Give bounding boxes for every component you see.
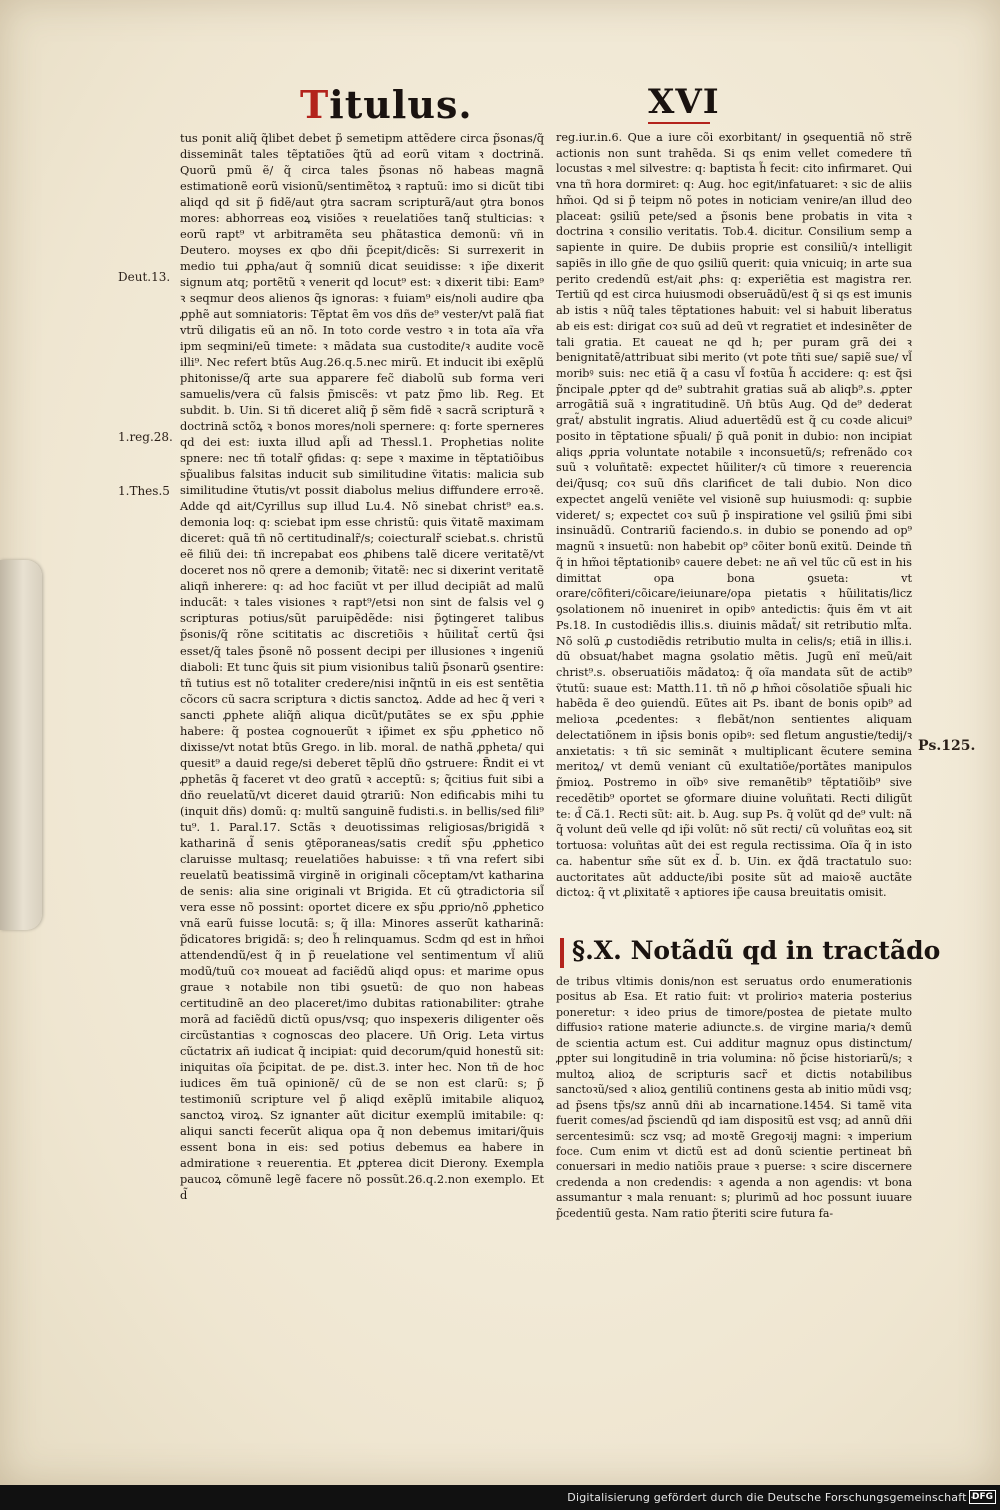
section-heading: §.X. Notãdũ qd in tractãdo [572, 936, 941, 965]
dfg-logo-icon: DFG [969, 1490, 996, 1504]
margin-note-ps: Ps.125. [918, 738, 976, 754]
right-column-text: reg.iur.in.6. Que a iure cõi exorbitant/ in ꝯsequentiã nõ strẽ actionis non sunt trahẽda. Si qs enim vellet comedere tñ locustas ꝛ mel silvestre: q: baptista h̃ fecit: cito infirmaret. Qui vna tñ hora dormiret: q: Aug. hoc egit/infatuaret: ꝛ sic de aliis hm̃oi. Qd si p̃ teipm nõ potes in noticiam venire/an illud deo placeat: ꝯsiliũ pete/sed a p̃sonis bene probatis in vita ꝛ doctrina ꝛ consilio veritatis. Tob.4. dicitur. Consilium semp a sapiente in quire. De dubiis proprie est consiliũ/ꝛ intelligit sapiẽs in illo gñe de quo ꝯsiliũ querit: quia vnicuiq; in arte sua perito credendũ est/ait ꝓhs: q: experiẽtia est magistra rer. Tertiũ qd est circa huiusmodi obseruãdũ/est q̃ si qs est imunis ab istis ꝛ nũq̃ tales tẽptationes habuit: vel si habuit liberatus ab eis est: dirigat coꝛ suũ ad deũ vt regratiet et indesinẽter de tali gratia. Et caueat ne qd h; per puram grã dei ꝛ benignitatẽ/attribuat sibi merito (vt pote tñti sue/ sapiẽ sue/ vl̃ moribꝰ suis: nec etiã q̃ a casu vl̃ foꝛtũa h̃ accidere: q: est q̃si p̃ncipale ꝓpter qd de⁹ subtrahit gratias suã ab aliqb⁹.s. ꝓpter arrogãtiã suã ꝛ ingratitudinẽ. Un̄ btũs Aug. Qd de⁹ dederat grat̃/ abstulit ingratis. Aliud aduertẽdũ est q̃ cu coꝛde alicui⁹ posito in tẽptatione sp̃uali/ p̃ quã ponit in dubio: non incipiat aliqs ꝓpria voluntate notabile ꝛ inconsuetũ/s; refrenãdo coꝛ suũ ꝛ voluñtatẽ: expectet hũiliter/ꝛ cũ timore ꝛ reuerencia dei/q̃usq; coꝛ suũ dñs clarificet de tali dubio. Non dico expectet angelũ veniẽte vel visionẽ sup huiusmodi: q: supbie videret/ s; expectet coꝛ suũ p̃ inspiratione vel ꝯsiliũ p̃mi sibi insinuãdũ. Contrariũ faciendo.s. in dubio se ponendo ad op⁹ magnũ ꝛ insuetũ: non habebit op⁹ cõiter bonũ exitũ. Deinde tñ q̃ in hm̃oi tẽptationibꝰ cauere debet: ne añ vel tũc cũ est in his dimittat opa bona ꝯsueta: vt orare/cõfiteri/cõicare/ieiunare/opa pietatis ꝛ hũilitatis/licz ꝯsolationem nõ inueniret in opibꝰ antedictis: q̃uis ẽm vt ait Ps.18. In custodiẽdis illis.s. diuinis mãdat̃/ sit retributio mlt̃a. Nõ solũ ꝓ custodiẽdis retributio multa in celis/s; etiã in illis.i. dũ obsuat/habet magna ꝯsolatio mẽtis. Jugũ enĩ meũ/ait christ⁹.s. obseruatiõis mãdatoꝝ: q̃ oĩa mandata sũt de actib⁹ ṽtutũ: suaue est: Matth.11. tñ nõ ꝓ hm̃oi cõsolatiõe sp̃uali hic habẽda ẽ deo ꝯuiendũ. Eũtes ait Ps. ibant de bonis opib⁹ ad melioꝛa ꝓcedentes: ꝛ flebãt/non sentientes aliquam delectatiõnem in ip̃sis bonis opibꝰ: sed fletum angustie/tedij/ꝛ anxietatis: ꝛ tñ sic seminãt ꝛ multiplicant ẽcutere semina meritoꝝ/ vt demũ veniant cũ exultatiõe/portãtes manipulos p̃mioꝝ. Postremo in oĩbꝰ sive remanẽtib⁹ tẽptatiõib⁹ sive recedẽtib⁹ oportet se ꝯformare diuine voluñtati. Recti diligũt te: d̃ Cã.1. Recti sũt: ait. b. Aug. sup Ps. q̃ volũt qd de⁹ vult: nã q̃ volunt deũ velle qd ip̃i volũt: nõ sũt recti/ cũ voluñtas eoꝝ sit tortuosa: voluñtas aũt dei est regula rectissima. Oĩa q̃ in isto ca. habentur sm̃e sũt ex d̃. b. Uin. ex q̃dã tractatulo suo: auctoritates aũt adducte/ibi posite sũt ad maioꝛẽ auctãte dictoꝝ: q̃ vt ꝓlixitatẽ ꝛ aptiores ip̃e causa breuitatis omisit. [556, 131, 912, 900]
margin-note-deut: Deut.13. [118, 270, 171, 284]
right-column [556, 130, 912, 901]
title-rest: itulus. [329, 82, 473, 127]
running-head-number: XVI [648, 82, 720, 122]
left-column-text: tus ponit aliq̃ q̃libet debet p̃ semetipm attẽdere circa p̃sonas/q̃ disseminãt tales tẽptatiões q̃tũ ad eorũ vitam ꝛ doctrinã. Quorũ pmũ ẽ/ q̃ circa tales p̃sonas nõ habeas magnã estimationẽ eorũ visionũ/sentimẽtoꝝ ꝛ raptuũ: imo si dicũt tibi aliqd qd sit p̃ fidẽ/aut ꝯtra sacram scripturã/aut ꝯtra bonos mores: abhorreas eoꝝ visiões ꝛ reuelatiões tanq̃ stulticias: ꝛ eorũ rapt⁹ vt arbitramẽta seu phãtastica demonũ: vñ in Deutero. moyses ex ɋbo dñi p̃cepit/dicẽs: Si surrexerit in medio tui ꝓpha/aut q̃ somniũ dicat seuidisse: ꝛ ip̃e dixerit signum atq; portẽtũ ꝛ venerit qd locut⁹ est: ꝛ dixerit tibi: Eam⁹ ꝛ seqmur deos alienos q̃s ignoras: ꝛ fuiam⁹ eis/noli audire ɋba ꝓphẽ aut somniatoris: Tẽptat ẽm vos dñs de⁹ vester/vt palã fiat vtrũ diligatis eũ an nõ. In toto corde vestro ꝛ in tota aĩa vr̃a ipm seqmini/eũ timete: ꝛ mãdata sua custodite/ꝛ audite vocẽ illi⁹. Nec refert btũs Aug.26.q.5.nec mirũ. Et inducit ibi exẽplũ phitonisse/q̃ arte sua apparere fec̃ diabolũ sub forma veri samuelis/vera cũ falsis p̃miscẽs: vt patz p̃mo lib. Reg. Et subdit. b. Uin. Si tñ diceret aliq̃ p̃ sẽm fidẽ ꝛ sacrã scripturã ꝛ doctrinã sctõꝝ ꝛ bonos mores/noli spernere: q: forte sperneres qd dei est: iuxta illud apl̃i ad Thessl.1. Prophetias nolite spnere: nec tñ totalr̃ ꝯfidas: q: sepe ꝛ maxime in tẽptatiõibus sp̃ualibus falsitas inducit sub similitudine ṽitatis: malicia sub similitudine ṽtutis/vt possit diabolus melius diffundere erroꝛẽ. Adde qd ait/Cyrillus sup illud Lu.4. Nõ sinebat christ⁹ ea.s. demonia loq: q: sciebat ipm esse christũ: quis ṽitatẽ maximam diceret: quã tñ nõ certitudinalr̃/s; coiecturalr̃ sciebat.s. christũ eẽ filiũ dei: tñ increpabat eos ꝓhibens talẽ dicere veritatẽ/vt doceret nos nõ ɋrere a demonib; ṽitatẽ: nec si dixerint veritatẽ aliqñ inherere: q: ad hoc faciũt vt per illud decipiãt ad malũ inducãt: ꝛ tales visiones ꝛ rapt⁹/etsi non sint de falsis vel ꝯ scripturas potius/sũt paruipẽdẽde: nisi p̃ꝯtingeret talibus p̃sonis/q̃ rõne scititatis ac discretiõis ꝛ hũilitat̃ certũ q̃si esset/q̃ tales p̃sonẽ nõ possent decipi per illusiones ꝛ ingeniũ diaboli: Et tunc q̃uis sit pium visionibus taliũ p̃sonarũ ꝯsentire: tñ tutius est nõ totaliter credere/nisi inq̃ntũ in eis est sentẽtia cõcors cũ sacra scriptura ꝛ dictis sanctoꝝ. Adde ad hec q̃ veri ꝛ sancti ꝓphete aliq̃ñ aliqua dicũt/putãtes se ex sp̃u ꝓphie habere: q̃ postea cognouerũt ꝛ ip̃imet ex sp̃u ꝓphetico nõ dixisse/vt notat btũs Grego. in lib. moral. de nathã ꝓpheta/ qui quesit⁹ a dauid rege/si deberet tẽplũ dño ꝯstruere: R̃ndit ei vt ꝓphetãs q̃ faceret vt deo gratũ ꝛ acceptũ: s; q̃citius fuit sibi a dño reuelatũ/vt diceret dauid ꝯtrariũ: Non edificabis mihi tu (inquit dñs) domũ: q: multũ sanguinẽ fudisti.s. in bellis/sed fili⁹ tu⁹. 1. Paral.17. Sctãs ꝛ deuotissimas religiosas/brigidã ꝛ katharinã d̃ senis ꝯtẽporaneas/satis credit̃ sp̃u ꝓphetico claruisse multasq; reuelatiões habuisse: ꝛ tñ vna refert sibi reuelatũ beatissimã virginẽ in originali cõceptam/vt katharina de senis: alia sine originali vt Brigida. Et cũ ꝯtradictoria sil̃ vera esse nõ possint: oportet dicere ex sp̃u ꝓprio/nõ ꝓphetico vnã earũ fuisse locutã: s; q̃ illa: Minores asserũt katharinã: p̃dicatores brigidã: s; deo h̃ relinquamus. Scdm qd est in hm̃oi attendendũ/est q̃ in p̃ reuelatione vel sentimentum vl̃ aliũ modũ/tuũ coꝛ moueat ad faciẽdũ aliqd opus: et marime opus graue ꝛ notabile non tibi ꝯsuetũ: de quo non habeas certitudinẽ an deo placeret/imo dubitas rationabiliter: ꝯtrahe morã ad faciẽdũ dictũ opus/vsq; quo inspexeris diligenter oẽs circũstantias ꝛ cognoscas deo placere. Un̄ Orig. Leta virtus cũctatrix añ iudicat q̃ incipiat: quid decorum/quid honestũ sit: iniquitas oĩa p̃cipitat. de pe. dist.3. inter hec. Non tñ de hoc iudices ẽm tuã opinionẽ/ cũ de se non est clarũ: s; p̃ testimoniũ scripture vel p̃ aliqd exẽplũ imitabile aliquoꝝ sanctoꝝ viroꝝ. Sz ignanter aũt dicitur exemplũ imitabile: q: aliqui sancti fecerũt aliqua opa q̃ non debemus imitari/q̃uis essent bona in eis: sed potius debemus ea habere in admiratione ꝛ reuerentia. Et ꝓpterea dicit Dierony. Exempla paucoꝝ cõmunẽ legẽ facere nõ possũt.26.q.2.non exemplo. Et d̃ [180, 131, 544, 1203]
margin-note-thes: 1.Thes.5 [118, 484, 170, 498]
footer-bar [0, 1485, 1000, 1510]
section-body [556, 974, 912, 1221]
margin-note-reg: 1.reg.28. [118, 430, 173, 444]
footer-credit: Digitalisierung gefördert durch die Deutsche Forschungsgemeinschaft · [567, 1491, 974, 1504]
title-initial: T [300, 82, 330, 127]
number-underline [648, 122, 710, 124]
left-column [180, 130, 544, 1203]
section-heading-block [560, 936, 941, 972]
running-head-title [300, 82, 473, 127]
section-text: de tribus vltimis donis/non est seruatus ordo enumerationis positus ab Esa. Et ratio fuit: vt prolirioꝛ materia posterius poneretur: ꝛ ideo prius de timore/postea de pietate multo diffusioꝛ ratione materie adiuncte.s. de virgine maria/ꝛ demũ de scientia actum est. Cui additur magnuz opus distinctum/ꝓpter sui longitudinẽ in tria volumina: nõ p̃cise historiarũ/s; ꝛ multoꝝ alioꝝ de scripturis sacr̃ et dictis notabilibus sanctoꝛũ/sed ꝛ alioꝝ gentiliũ continens gesta ab initio mũdi vsq; ad p̃sens tp̃s/sz annũ dñi ab incarnatione.1454. Si tamẽ vita fuerit comes/ad p̃sciendũ qd iam dispositũ est vsq; ad annũ dñi sercentesimũ: scz vsq; ad moꝛtẽ Gregoꝛij magni: ꝛ imperium foce. Cum enim vt dictũ est ad donũ scientie pertineat bñ conuersari in medio natiõis praue ꝛ puerse: ꝛ scire discernere credenda a non credendis: ꝛ agenda a non agendis: vt bona assumantur ꝛ mala renuant: s; plurimũ ad hoc possunt iuuare p̃cedentiũ gesta. Nam ratio p̃teriti scire futura fa- [556, 975, 912, 1220]
page-clasp [0, 560, 42, 930]
paragraph-mark-icon [560, 938, 564, 968]
bleed-through-text [740, 88, 750, 123]
